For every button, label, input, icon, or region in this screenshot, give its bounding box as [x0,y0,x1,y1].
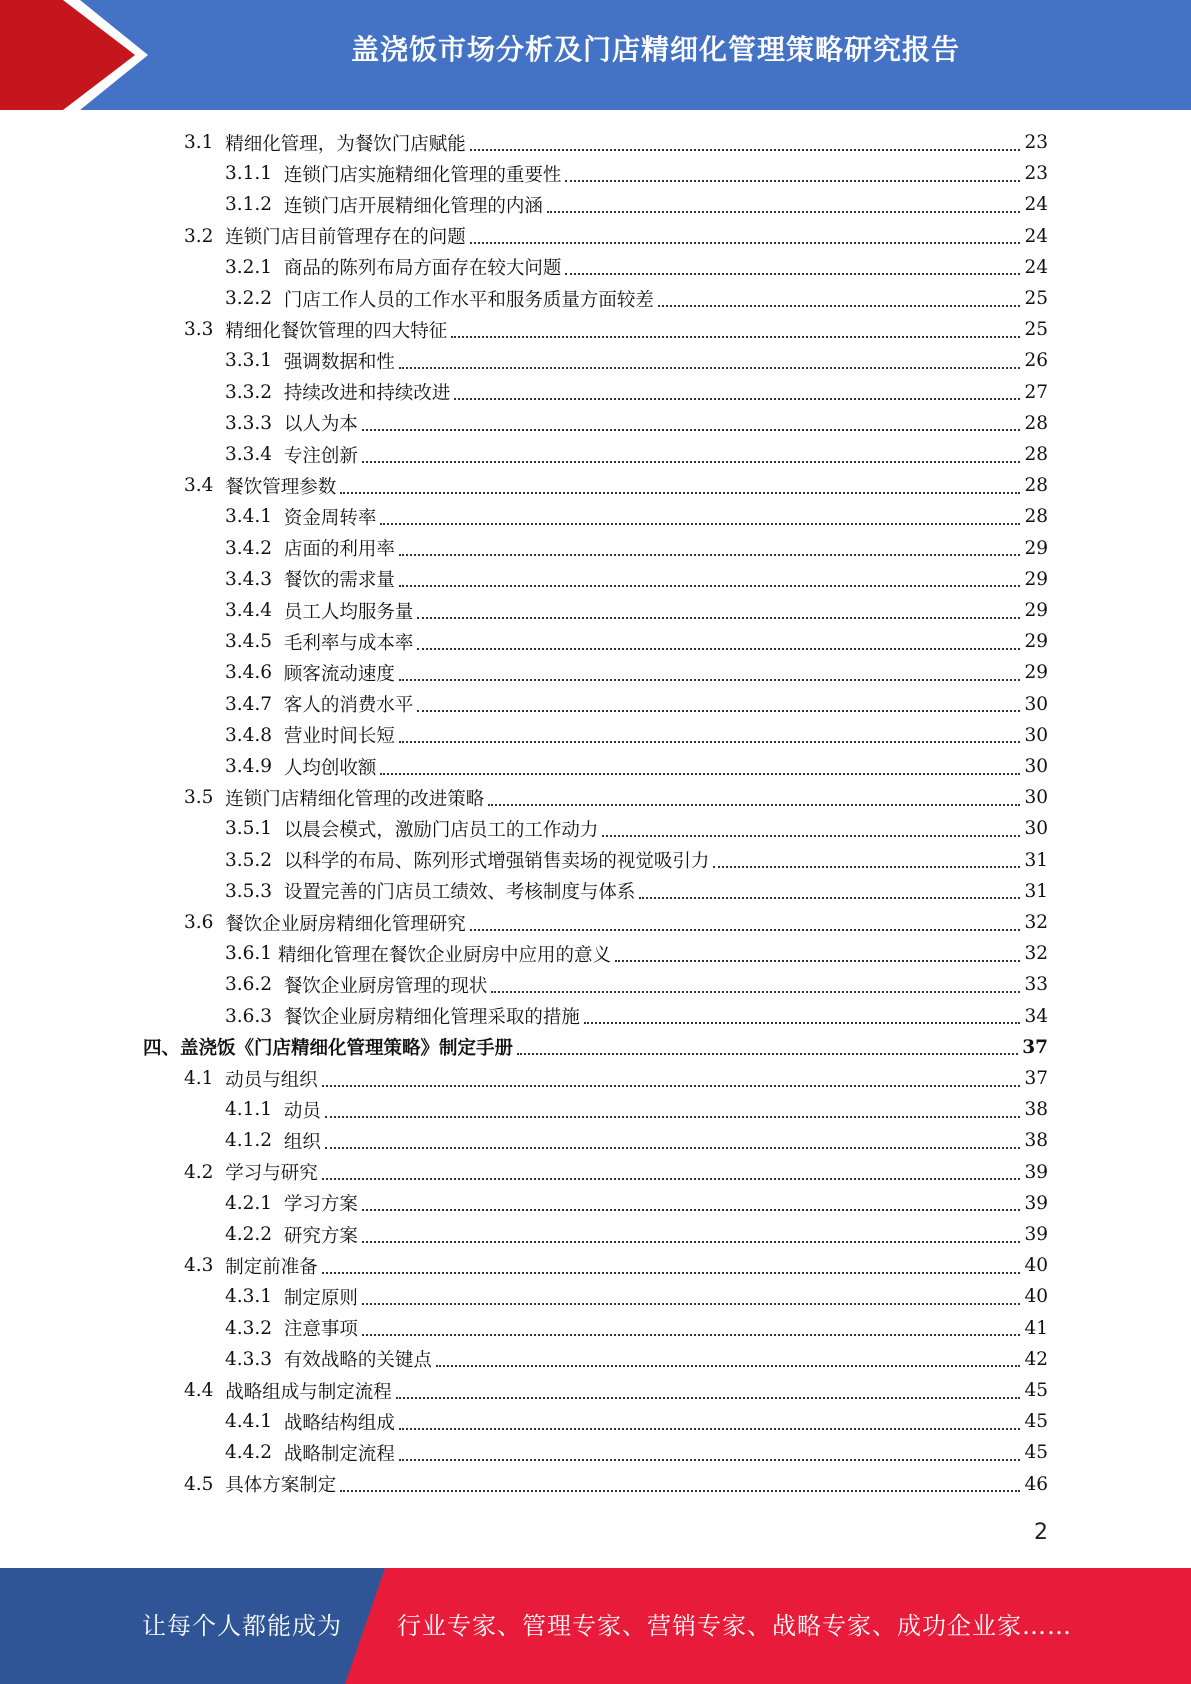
toc-entry-label: 学习与研究 [225,1163,318,1185]
toc-entry-number: 3.4.1 [225,506,284,528]
toc-entry[interactable] [184,470,1048,501]
toc-entry-label: 精细化餐饮管理的四大特征 [225,320,448,342]
toc-dot-leader [362,1334,1021,1336]
toc-entry[interactable] [225,595,1048,626]
toc-entry-label: 以人为本 [283,414,358,436]
toc-entry-page: 25 [1024,319,1048,341]
toc-entry-number: 3.6 [184,912,226,933]
toc-entry-page: 39 [1024,1161,1048,1183]
toc-entry-number: 3.4.9 [225,756,284,777]
toc-entry-label: 顾客流动速度 [283,663,395,685]
toc-dot-leader [491,991,1020,993]
toc-dot-leader [380,523,1020,525]
toc-entry-number: 4.4.1 [225,1411,284,1433]
toc-entry-number: 3.4 [184,475,226,497]
toc-entry-page: 31 [1024,880,1048,902]
toc-entry-number: 4.4.2 [225,1442,284,1464]
toc-entry-number: 4.4 [184,1380,226,1401]
toc-entry-page: 26 [1024,350,1048,372]
toc-entry[interactable] [225,189,1048,220]
toc-entry-page: 28 [1024,412,1048,434]
toc-entry[interactable] [184,1157,1048,1188]
toc-entry-page: 39 [1024,1192,1048,1214]
toc-entry[interactable] [225,1437,1048,1468]
toc-entry-number: 4.5 [184,1473,226,1495]
toc-entry-number: 4.3.2 [225,1317,284,1339]
toc-entry-number: 3.3.3 [225,412,284,434]
toc-entry[interactable] [225,501,1048,532]
toc-dot-leader [399,1428,1021,1430]
toc-entry[interactable] [225,938,1048,969]
toc-entry-label: 餐饮管理参数 [225,476,337,498]
toc-dot-leader [417,710,1020,712]
toc-entry[interactable] [184,221,1048,252]
toc-entry-label: 组织 [283,1131,321,1153]
toc-entry-page: 40 [1024,1255,1048,1277]
toc-entry[interactable] [225,345,1048,376]
toc-entry-label: 学习方案 [283,1194,358,1216]
toc-entry-number: 3.4.6 [225,662,284,684]
toc-entry-number: 3.2.2 [225,288,284,309]
toc-entry-page: 38 [1024,1130,1048,1152]
toc-entry-number: 3.4.5 [225,631,284,653]
toc-entry-label: 具体方案制定 [225,1475,337,1497]
toc-entry-label: 制定前准备 [225,1256,318,1278]
toc-dot-leader [362,1303,1021,1305]
toc-dot-leader [565,180,1020,182]
toc-entry[interactable] [184,1375,1048,1406]
toc-entry[interactable] [225,657,1048,688]
toc-entry-label: 餐饮企业厨房精细化管理研究 [225,913,466,935]
page-number: 2 [1034,1520,1048,1545]
toc-entry-label: 营业时间长短 [283,726,395,748]
toc-entry[interactable] [225,283,1048,314]
toc-entry[interactable] [225,876,1048,907]
toc-entry-page: 42 [1024,1348,1048,1370]
toc-entry-label: 毛利率与成本率 [283,632,414,654]
toc-entry-page: 30 [1024,756,1048,777]
toc-entry[interactable] [225,626,1048,657]
toc-entry-label: 客人的消费水平 [283,695,414,717]
toc-dot-leader [322,1178,1021,1180]
toc-entry-page: 30 [1024,693,1048,715]
toc-entry[interactable] [225,439,1048,470]
toc-dot-leader [362,1241,1021,1243]
toc-entry-number: 3.6.3 [225,1005,284,1027]
toc-entry-page: 24 [1024,194,1048,216]
toc-entry-label: 连锁门店目前管理存在的问题 [225,227,466,249]
toc-entry-page: 37 [1022,1036,1048,1058]
toc-entry-label: 餐饮的需求量 [283,570,395,592]
toc-entry-number: 4.3 [184,1255,226,1277]
toc-dot-leader [399,367,1021,369]
toc-dot-leader [470,929,1021,931]
toc-entry-label: 精细化管理在餐饮企业厨房中应用的意义 [277,944,611,966]
toc-dot-leader [584,1022,1021,1024]
toc-entry-label: 动员 [283,1100,321,1122]
toc-entry-page: 45 [1024,1411,1048,1433]
toc-entry[interactable] [225,1313,1048,1344]
toc-entry[interactable] [143,1032,1048,1063]
toc-entry[interactable] [225,969,1048,1000]
footer-slogan-right: 行业专家、管理专家、营销专家、战略专家、成功企业家…… [397,1612,1072,1640]
toc-dot-leader [451,336,1020,338]
toc-entry[interactable] [225,1281,1048,1312]
toc-dot-leader [399,554,1021,556]
toc-dot-leader [565,273,1020,275]
toc-entry[interactable] [225,1188,1048,1219]
toc-dot-leader [362,461,1021,463]
header-banner [0,0,1191,110]
toc-entry-number: 3.1.1 [225,163,284,185]
toc-entry-label: 商品的陈列布局方面存在较大问题 [283,258,562,280]
toc-dot-leader [380,773,1020,775]
toc-entry-label: 持续改进和持续改进 [283,383,451,405]
toc-entry-label: 四、盖浇饭《门店精细化管理策略》制定手册 [143,1038,514,1060]
toc-entry-page: 23 [1024,163,1048,185]
toc-entry[interactable] [225,408,1048,439]
toc-entry[interactable] [225,252,1048,283]
toc-entry-label: 店面的利用率 [283,539,395,561]
toc-entry-page: 40 [1024,1286,1048,1308]
toc-entry-number: 3.6.2 [225,974,284,996]
toc-entry[interactable] [225,377,1048,408]
toc-entry-number: 3.3.4 [225,444,284,465]
toc-entry-page: 30 [1024,818,1048,840]
toc-entry-page: 37 [1024,1068,1048,1089]
toc-entry-page: 29 [1024,568,1048,590]
toc-entry-number: 3.6.1 [225,943,278,965]
toc-entry[interactable] [225,1344,1048,1375]
toc-dot-leader [602,835,1020,837]
toc-dot-leader [340,492,1020,494]
toc-entry-page: 31 [1024,849,1048,871]
toc-entry-page: 24 [1024,256,1048,278]
toc-entry-label: 以晨会模式，激励门店员工的工作动力 [283,819,599,841]
toc-entry-label: 研究方案 [283,1225,358,1247]
toc-entry-number: 3.3 [184,319,226,341]
toc-entry-label: 人均创收额 [283,757,377,779]
toc-entry[interactable] [225,1406,1048,1437]
toc-dot-leader [658,305,1021,307]
toc-entry-label: 注意事项 [283,1319,358,1341]
toc-entry-number: 3.3.2 [225,381,284,403]
toc-entry[interactable] [225,751,1048,782]
toc-dot-leader [454,398,1020,400]
toc-entry-number: 4.2.2 [225,1224,284,1245]
toc-dot-leader [325,1116,1021,1118]
toc-entry-label: 强调数据和性 [283,351,395,373]
toc-entry-number: 3.4.4 [225,600,284,621]
toc-entry-page: 30 [1024,724,1048,746]
toc-entry-page: 45 [1024,1380,1048,1401]
toc-entry[interactable] [225,1219,1048,1250]
toc-entry-number: 3.5.3 [225,880,284,902]
toc-entry-number: 3.2 [184,225,226,247]
toc-entry-label: 战略结构组成 [283,1412,395,1434]
toc-dot-leader [517,1053,1018,1055]
toc-entry-number: 3.4.3 [225,568,284,590]
toc-entry-page: 27 [1024,381,1048,403]
toc-entry-number: 3.4.2 [225,537,284,559]
toc-entry[interactable] [225,689,1048,720]
toc-entry[interactable] [184,782,1048,813]
toc-entry-page: 30 [1024,787,1048,809]
toc-entry-label: 制定原则 [283,1287,358,1309]
toc-entry-page: 28 [1024,475,1048,497]
toc-entry-number: 3.4.8 [225,724,284,746]
toc-dot-leader [470,242,1021,244]
toc-entry-number: 3.1.2 [225,194,284,216]
toc-entry-page: 24 [1024,225,1048,247]
toc-entry-number: 3.2.1 [225,256,284,278]
toc-entry-number: 4.3.3 [225,1348,284,1370]
footer-banner [0,1568,1191,1684]
toc-entry-page: 29 [1024,662,1048,684]
toc-dot-leader [417,648,1020,650]
toc-dot-leader [399,741,1021,743]
toc-entry[interactable] [225,845,1048,876]
toc-dot-leader [396,1397,1021,1399]
toc-entry-label: 餐饮企业厨房精细化管理采取的措施 [283,1007,580,1029]
toc-entry-page: 46 [1024,1473,1048,1495]
toc-entry[interactable] [225,813,1048,844]
toc-entry-number: 4.2 [184,1161,226,1183]
toc-entry[interactable] [184,1469,1048,1500]
toc-entry-page: 38 [1024,1099,1048,1121]
toc-dot-leader [322,1272,1021,1274]
toc-entry-number: 3.5.1 [225,818,284,840]
toc-entry[interactable] [225,1125,1048,1156]
toc-entry-number: 4.2.1 [225,1192,284,1214]
toc-dot-leader [399,585,1021,587]
toc-dot-leader [362,429,1021,431]
toc-dot-leader [615,960,1020,962]
toc-entry-page: 29 [1024,600,1048,621]
toc-entry[interactable] [225,564,1048,595]
toc-dot-leader [639,897,1020,899]
toc-entry[interactable] [184,127,1048,158]
toc-entry[interactable] [184,1250,1048,1281]
toc-entry-page: 34 [1024,1005,1048,1027]
toc-entry-label: 员工人均服务量 [283,601,414,623]
toc-dot-leader [362,1209,1021,1211]
toc-entry[interactable] [225,158,1048,189]
toc-entry-number: 4.1.1 [225,1099,284,1121]
toc-entry-label: 动员与组织 [225,1069,318,1091]
toc-entry-page: 39 [1024,1224,1048,1245]
toc-entry-page: 23 [1024,132,1048,153]
toc-entry-page: 45 [1024,1442,1048,1464]
toc-entry-label: 以科学的布局、陈列形式增强销售卖场的视觉吸引力 [283,851,710,873]
toc-dot-leader [436,1365,1021,1367]
toc-entry-page: 25 [1024,288,1048,309]
toc-entry[interactable] [225,720,1048,751]
toc-dot-leader [547,211,1021,213]
toc-dot-leader [417,617,1020,619]
toc-entry-number: 3.4.7 [225,693,284,715]
toc-entry-label: 战略制定流程 [283,1443,395,1465]
toc-dot-leader [713,866,1020,868]
toc-entry-label: 连锁门店精细化管理的改进策略 [225,788,485,810]
toc-entry-page: 41 [1024,1317,1048,1339]
toc-dot-leader [488,804,1020,806]
footer-slogan-left: 让每个人都能成为 [142,1612,342,1640]
toc-entry-page: 33 [1024,974,1048,996]
red-chevron-icon [0,0,150,110]
toc-entry-number: 4.1 [184,1068,226,1089]
toc-dot-leader [322,1085,1021,1087]
toc-entry-page: 28 [1024,506,1048,528]
toc-entry-page: 32 [1024,912,1048,933]
toc-entry-page: 28 [1024,444,1048,465]
toc-dot-leader [340,1490,1020,1492]
toc-entry-label: 资金周转率 [283,507,377,529]
toc-entry-number: 4.3.1 [225,1286,284,1308]
toc-dot-leader [399,679,1021,681]
toc-entry-label: 餐饮企业厨房管理的现状 [283,975,488,997]
toc-entry-page: 29 [1024,537,1048,559]
toc-entry-label: 战略组成与制定流程 [225,1381,392,1403]
toc-entry-label: 连锁门店实施精细化管理的重要性 [283,164,562,186]
toc-entry-label: 门店工作人员的工作水平和服务质量方面较差 [283,289,654,311]
toc-entry-number: 3.5 [184,787,226,809]
toc-entry[interactable] [225,533,1048,564]
toc-entry-number: 3.3.1 [225,350,284,372]
toc-entry-number: 3.5.2 [225,849,284,871]
toc-entry-label: 连锁门店开展精细化管理的内涵 [283,195,543,217]
toc-entry[interactable] [184,907,1048,938]
toc-entry-label: 精细化管理，为餐饮门店赋能 [225,133,466,155]
toc-entry-label: 有效战略的关键点 [283,1350,432,1372]
toc-entry[interactable] [184,1063,1048,1094]
toc-dot-leader [399,1459,1021,1461]
toc-entry-page: 32 [1024,943,1048,965]
toc-entry[interactable] [225,1001,1048,1032]
toc-dot-leader [470,149,1021,151]
toc-entry-page: 29 [1024,631,1048,653]
toc-entry[interactable] [225,1094,1048,1125]
toc-entry-label: 专注创新 [283,445,358,467]
toc-entry-number: 4.1.2 [225,1130,284,1152]
toc-entry-number: 3.1 [184,132,226,153]
toc-dot-leader [325,1147,1021,1149]
toc-entry-label: 设置完善的门店员工绩效、考核制度与体系 [283,882,636,904]
page-title: 盖浇饭市场分析及门店精细化管理策略研究报告 [350,33,960,66]
toc-entry[interactable] [184,314,1048,345]
